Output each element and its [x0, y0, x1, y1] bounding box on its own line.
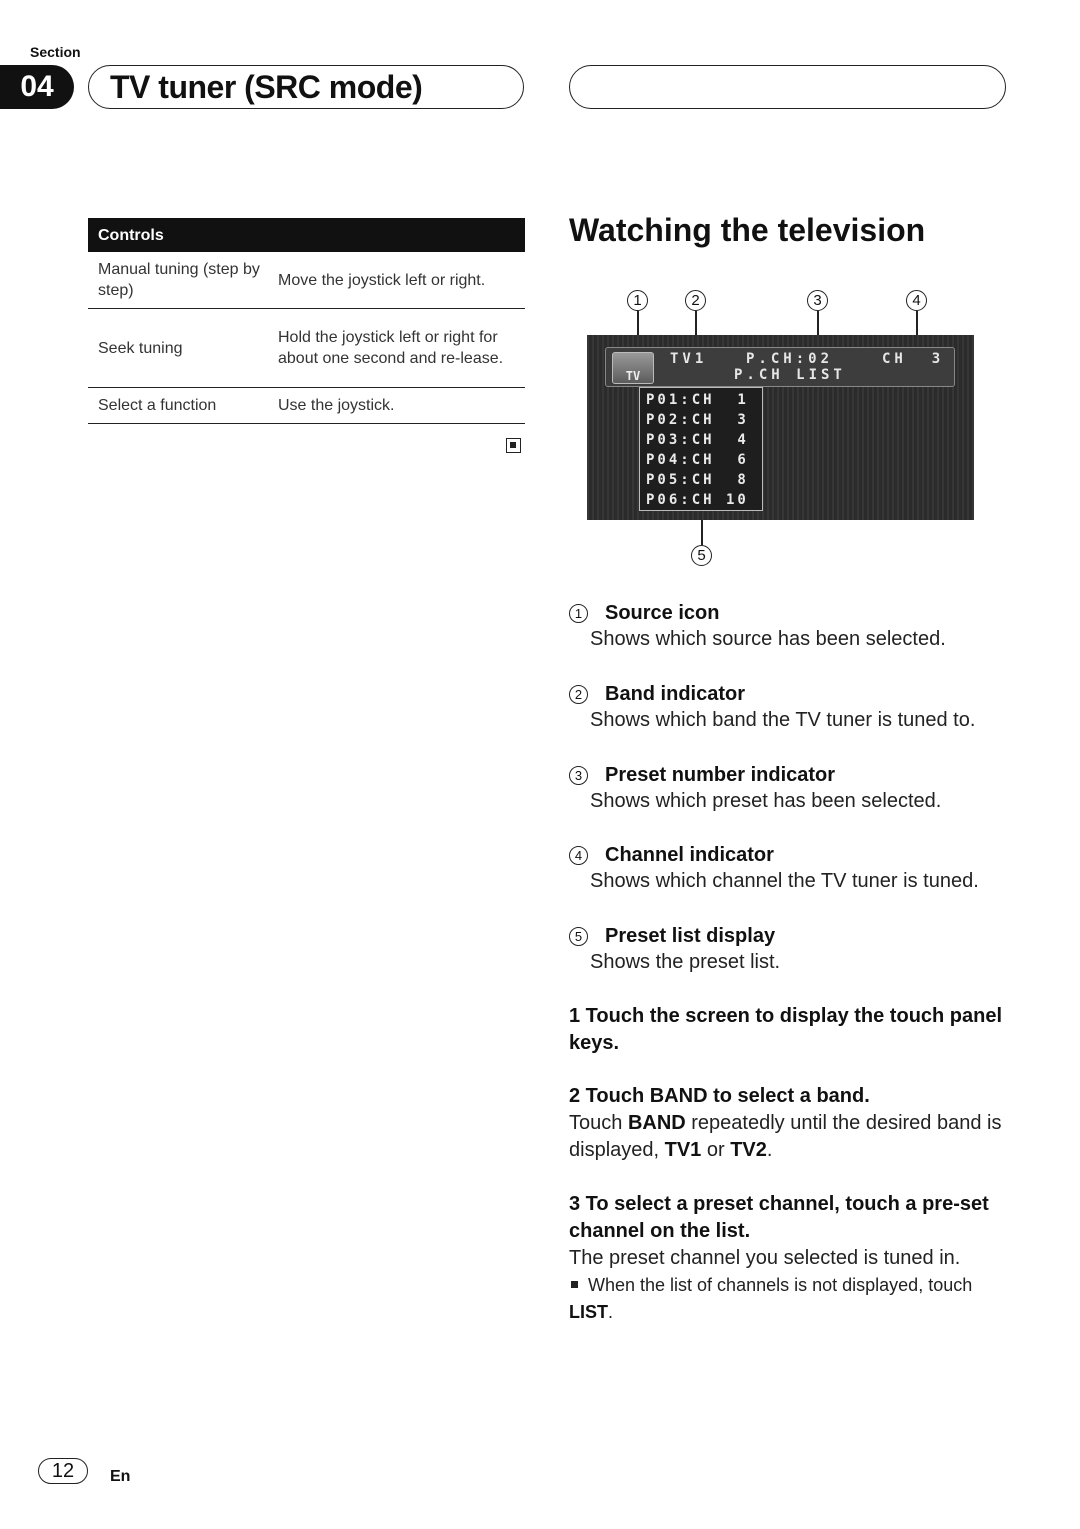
preset-list-label: P.CH LIST	[734, 367, 846, 383]
description-number: 2	[569, 685, 588, 704]
list-keyword: LIST	[569, 1302, 608, 1322]
preset-item: P02:CH 3	[646, 412, 749, 428]
description-text: Shows which channel the TV tuner is tuned.	[590, 870, 979, 892]
step-3-note	[569, 1272, 1009, 1326]
table-cell-method: Hold the joystick left or right for about one second and re-lease.	[278, 329, 504, 367]
description-number: 1	[569, 604, 588, 623]
description-title: Channel indicator	[605, 844, 774, 866]
step-2-text-part: Touch	[569, 1112, 628, 1134]
section-number-badge: 04	[0, 65, 74, 109]
table-row	[88, 252, 525, 309]
description-text: Shows which band the TV tuner is tuned to.	[590, 709, 976, 731]
channel-indicator: CH 3	[882, 351, 945, 367]
step-2-title: 2 Touch BAND to select a band.	[569, 1085, 870, 1107]
description-number: 5	[569, 927, 588, 946]
description-number: 4	[569, 846, 588, 865]
table-cell-action: Manual tuning (step by step)	[98, 261, 260, 299]
page-title: TV tuner (SRC mode)	[110, 69, 423, 105]
preset-item: P06:CH 10	[646, 492, 749, 508]
callout-4: 4	[906, 290, 927, 311]
preset-item: P04:CH 6	[646, 452, 749, 468]
page-number: 12	[38, 1458, 88, 1484]
step-2-text	[569, 1110, 1009, 1164]
description-preset-list	[569, 923, 780, 975]
source-icon-label: TV	[625, 369, 641, 383]
description-preset-number	[569, 762, 941, 814]
description-text: Shows which source has been selected.	[590, 628, 946, 650]
callout-3: 3	[807, 290, 828, 311]
table-row	[88, 388, 525, 424]
controls-table	[88, 218, 525, 424]
callout-2: 2	[685, 290, 706, 311]
description-text: Shows which preset has been selected.	[590, 790, 942, 812]
tv-source-icon	[612, 352, 654, 384]
language-label: En	[110, 1468, 131, 1485]
step-3-text: The preset channel you selected is tuned in.	[569, 1247, 961, 1269]
preset-item: P05:CH 8	[646, 472, 749, 488]
empty-header-frame	[569, 65, 1006, 109]
step-1-title: 1 Touch the screen to display the touch panel keys.	[569, 1005, 1003, 1054]
step-2-text-part: .	[766, 1139, 773, 1161]
controls-table-heading: Controls	[88, 218, 525, 252]
preset-list-display	[639, 387, 763, 511]
description-number: 3	[569, 766, 588, 785]
table-row	[88, 309, 525, 388]
table-cell-method: Use the joystick.	[278, 397, 395, 414]
band-keyword: BAND	[627, 1112, 686, 1134]
tv-status-bar	[605, 347, 955, 387]
step-2-text-part: repeatedly until the desired band is displayed,	[569, 1112, 1002, 1161]
description-title: Source icon	[605, 602, 720, 624]
section-heading: Watching the television	[569, 212, 926, 248]
note-text-part: When the list of channels is not displayed, touch	[588, 1275, 973, 1295]
preset-item: P01:CH 1	[646, 392, 749, 408]
bullet-icon	[571, 1281, 578, 1288]
description-channel-indicator	[569, 842, 979, 894]
description-text: Shows the preset list.	[590, 951, 781, 973]
note-text-part: .	[608, 1302, 614, 1322]
callout-5: 5	[691, 545, 712, 566]
tv1-keyword: TV1	[664, 1139, 702, 1161]
tv-screen-illustration	[587, 335, 974, 520]
preset-number-indicator: P.CH:02	[746, 351, 834, 367]
end-of-section-icon	[506, 438, 521, 453]
description-title: Band indicator	[605, 683, 746, 705]
step-2-text-part: or	[701, 1139, 731, 1161]
description-title: Preset number indicator	[605, 764, 836, 786]
description-source-icon	[569, 600, 946, 652]
table-cell-action: Seek tuning	[98, 339, 183, 357]
description-band-indicator	[569, 681, 975, 733]
band-indicator: TV1	[670, 351, 708, 367]
step-3-title: 3 To select a preset channel, touch a pre-set channel on the list.	[569, 1193, 989, 1242]
preset-item: P03:CH 4	[646, 432, 749, 448]
callout-1: 1	[627, 290, 648, 311]
tv2-keyword: TV2	[730, 1139, 767, 1161]
description-title: Preset list display	[605, 925, 776, 947]
table-cell-method: Move the joystick left or right.	[278, 271, 486, 289]
table-cell-action: Select a function	[98, 397, 217, 414]
section-label: Section	[30, 44, 81, 60]
